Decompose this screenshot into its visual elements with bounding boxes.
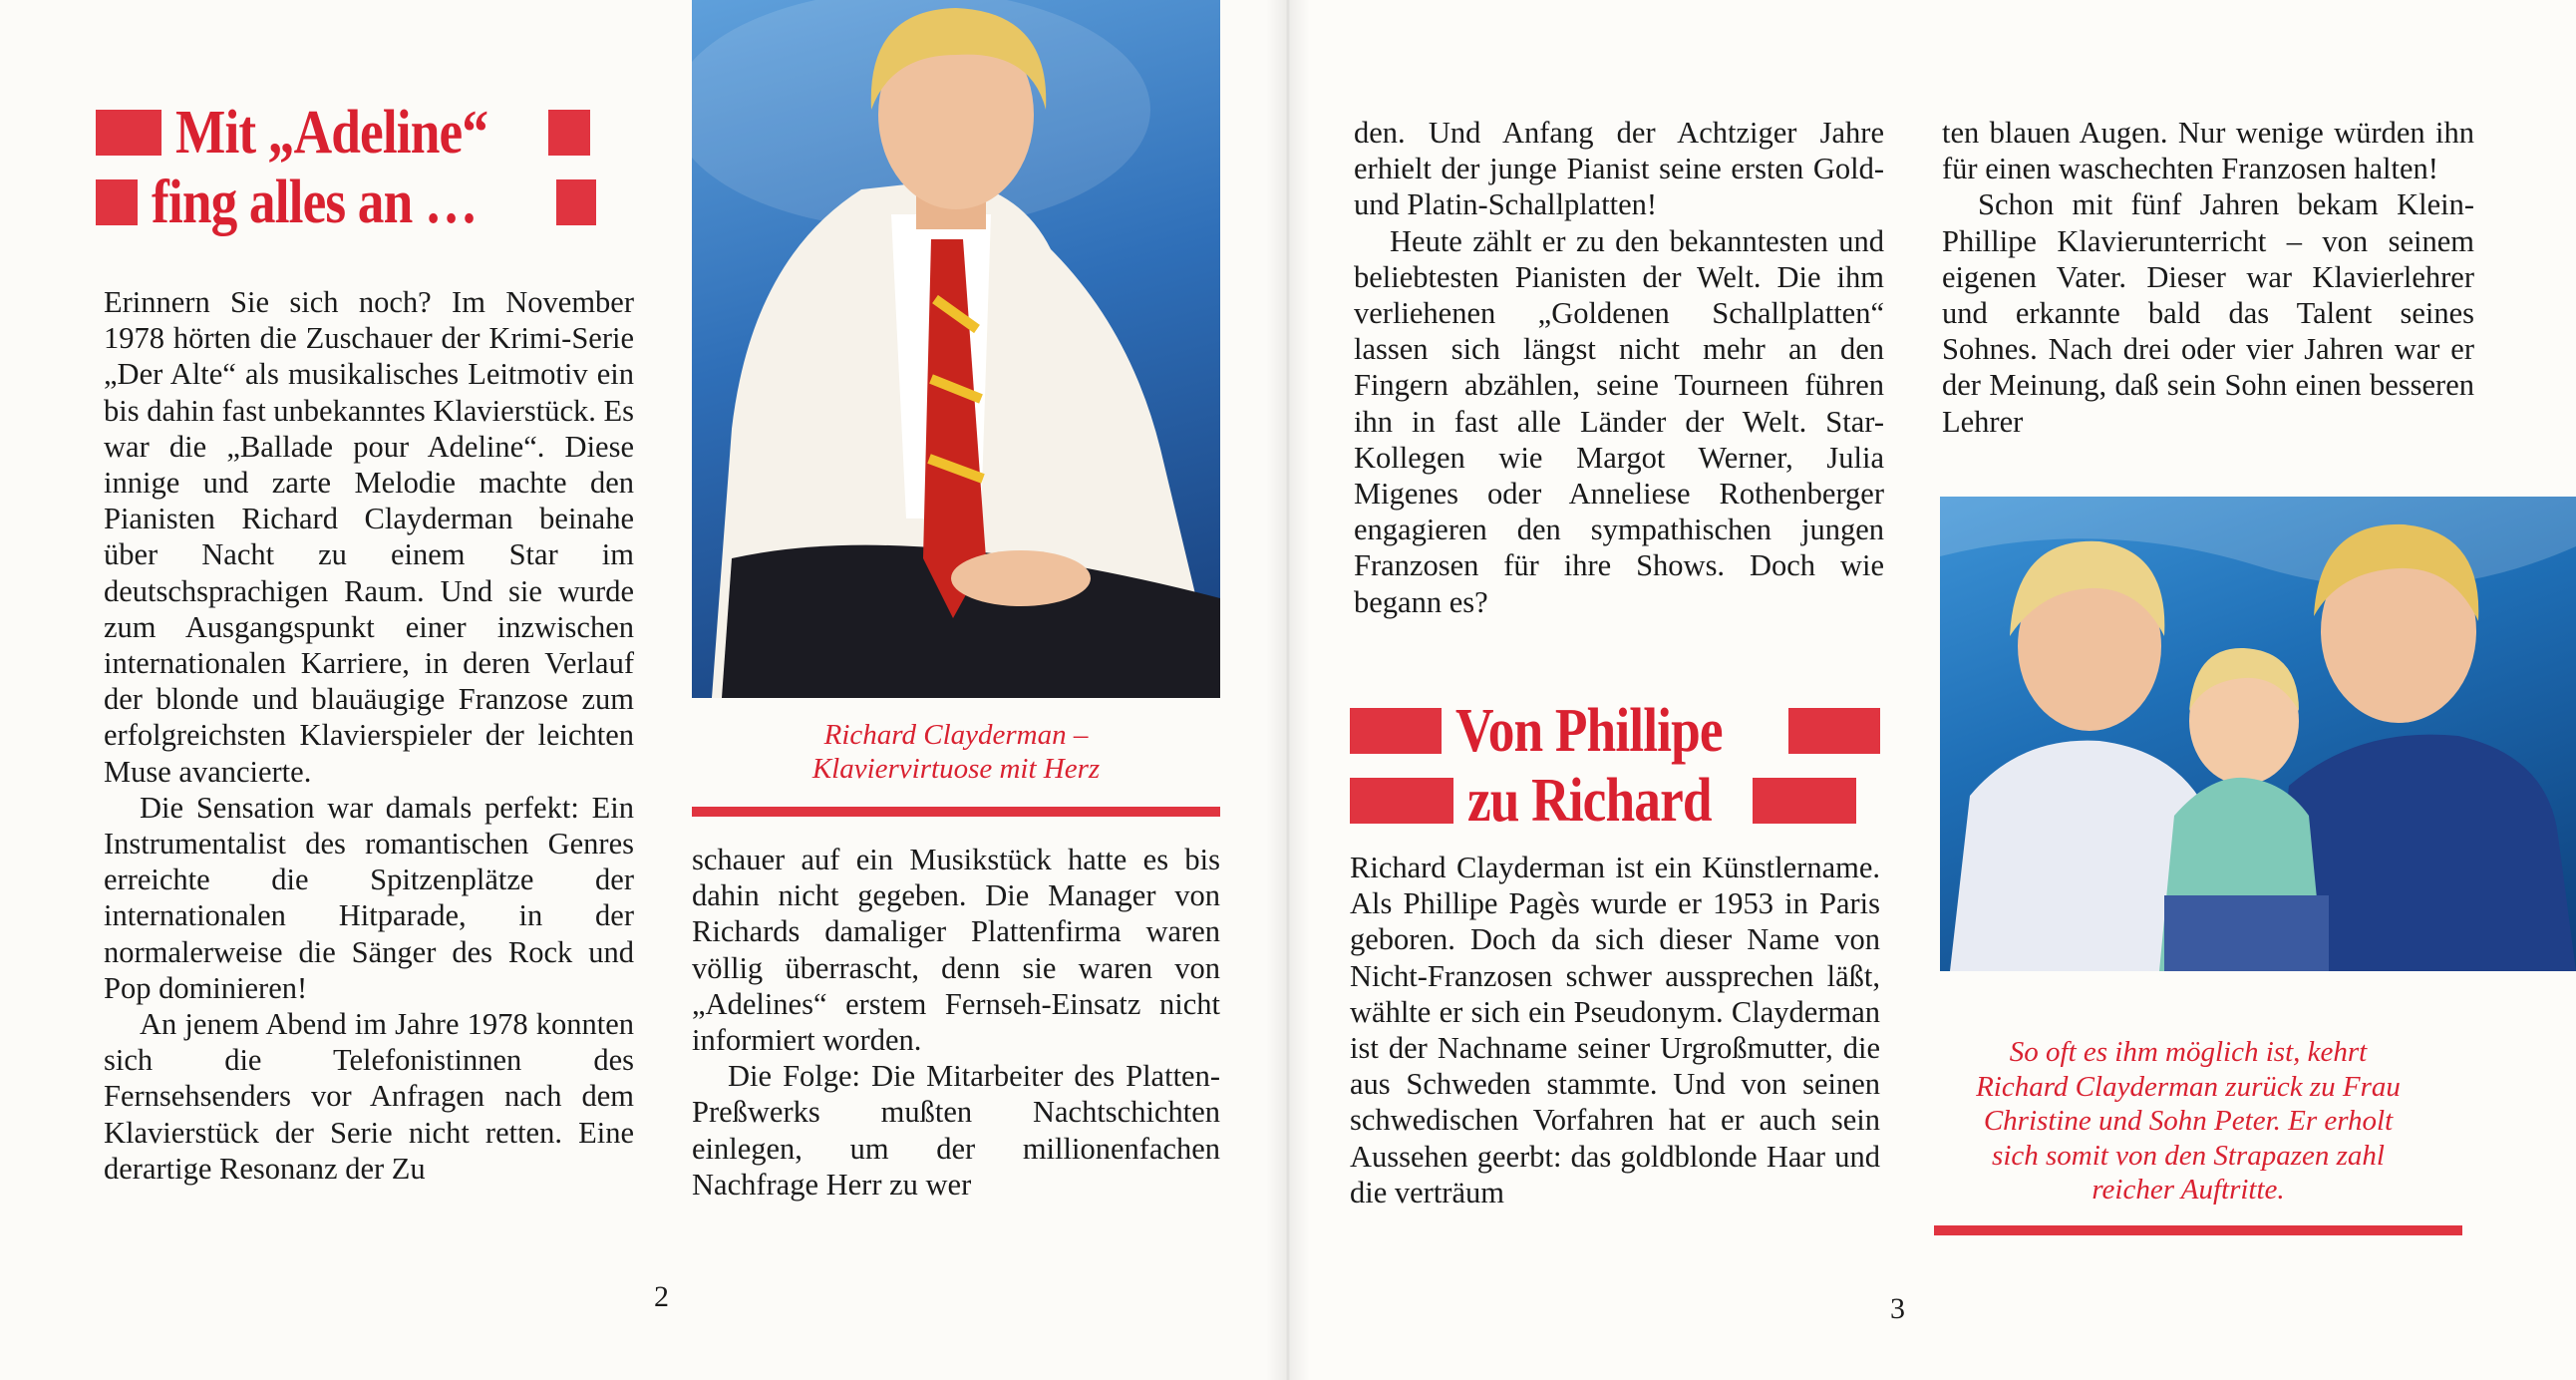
- caption-rule: [1934, 1225, 2462, 1235]
- text-column-1: [104, 284, 634, 1187]
- photo-caption-1: [692, 718, 1220, 786]
- paragraph: Erinnern Sie sich noch? Im November 1978 hörten die Zuschauer der Krimi-Serie „Der Alte“ als musikalisches Leitmotiv ein bis dahin fast unbekanntes Klavierstück. Es war die „Ballade pour Adeline“. Diese innige und zarte Melodie machte den Pianisten Richard Clayderman beinahe über Nacht zu einem Star im deutschsprachigen Raum. Und sie wurde zum Ausgangspunkt einer inzwischen internationalen Karriere, in deren Verlauf der blonde und blauäugige Franzose zum erfolgreichsten Klavierspieler der leichten Muse avancierte.: [104, 285, 634, 789]
- paragraph: An jenem Abend im Jahre 1978 konnten sich die Telefonistinnen des Fernsehsenders vor Anfragen nach dem Klavierstück der Serie nicht retten. Eine derartige Resonanz der Zu: [104, 1007, 634, 1186]
- headline-line-2: fing alles an …: [152, 168, 478, 236]
- caption-line: reicher Auftritte.: [2092, 1174, 2285, 1207]
- headline-phillipe: [1350, 696, 1880, 836]
- caption-line: So oft es ihm möglich ist, kehrt: [2009, 1036, 2368, 1068]
- paragraph: Die Folge: Die Mitarbeiter des Platten-Preßwerks mußten Nachtschichten einlegen, um der millionenfachen Nachfrage Herr zu wer: [692, 1059, 1220, 1202]
- caption-line: Richard Clayderman –: [823, 719, 1089, 751]
- caption-line: Christine und Sohn Peter. Er erholt: [1983, 1105, 2394, 1138]
- photo-caption-2: [1924, 1035, 2452, 1208]
- red-bar: [548, 110, 590, 156]
- red-bar: [1350, 778, 1453, 824]
- red-bar: [96, 110, 161, 156]
- paragraph: Schon mit fünf Jahren bekam Klein-Phillipe Klavierunterricht – von seinem eigenen Vater. Dieser war Klavierlehrer und erkannte bald das Talent seines Sohnes. Nach drei oder vier Jahren war er der Meinung, daß sein Sohn einen besseren Lehrer: [1942, 187, 2474, 439]
- text-column-2: [692, 842, 1220, 1203]
- caption-line: Klaviervirtuose mit Herz: [811, 753, 1101, 785]
- headline-line-1: Von Phillipe: [1455, 696, 1723, 765]
- paragraph: den. Und Anfang der Achtziger Jahre erhielt der junge Pianist seine ersten Gold- und Platin-Schallplatten!: [1354, 116, 1884, 222]
- headline-line-1: Mit „Adeline“: [175, 98, 488, 167]
- paragraph: Richard Clayderman ist ein Künstlername. Als Phillipe Pagès wurde er 1953 in Paris geboren. Doch da sich dieser Name von Nicht-Franzosen schwer aussprechen läßt, wählte er sich ein Pseudonym. Clayderman ist der Nachname seiner Urgroßmutter, die aus Schweden stammte. Und von seinen schwedischen Vorfahren hat er auch sein Aussehen geerbt: das goldblonde Haar und die verträum: [1350, 851, 1880, 1209]
- red-bar: [1753, 778, 1856, 824]
- page-number-left: 2: [654, 1280, 669, 1313]
- page-number-right: 3: [1890, 1292, 1905, 1325]
- family-photo-icon: [1940, 497, 2576, 971]
- paragraph: schauer auf ein Musikstück hatte es bis dahin nicht gegeben. Die Manager von Richards damaliger Plattenfirma waren völlig überrascht, denn sie waren von „Adelines“ erstem Fernseh-Einsatz nicht informiert worden.: [692, 843, 1220, 1058]
- red-bar: [1788, 708, 1880, 754]
- red-bar: [1350, 708, 1442, 754]
- caption-line: sich somit von den Strapazen zahl: [1992, 1139, 2385, 1172]
- headline-adeline: [96, 98, 596, 237]
- paragraph: Die Sensation war damals perfekt: Ein Instrumentalist des romantischen Genres erreichte die Spitzenplätze der internationalen Hitparade, in der normalerweise die Sänger des Rock und Pop dominieren!: [104, 790, 634, 1005]
- portrait-illustration: [692, 0, 1220, 698]
- paragraph: ten blauen Augen. Nur wenige würden ihn für einen waschechten Franzosen halten!: [1942, 116, 2474, 186]
- red-bar: [556, 179, 596, 225]
- red-bar: [96, 179, 138, 225]
- caption-rule: [692, 807, 1220, 817]
- caption-line: Richard Clayderman zurück zu Frau: [1976, 1070, 2401, 1103]
- paragraph: Heute zählt er zu den bekanntesten und beliebtesten Pianisten der Welt. Die ihm verliehenen „Goldenen Schallplatten“ lassen sich längst nicht mehr an den Fingern abzählen, seine Tourneen führen ihn in fast alle Länder der Welt. Star-Kollegen wie Margot Werner, Julia Migenes oder Anneliese Rothenberger engagieren den sympathischen jungen Franzosen für ihre Shows. Doch wie begann es?: [1354, 223, 1884, 619]
- headline-line-2: zu Richard: [1467, 766, 1712, 835]
- spine-fold: [1266, 0, 1310, 1380]
- text-column-3b: [1350, 850, 1880, 1210]
- text-column-4: [1942, 115, 2474, 440]
- portrait-photo-icon: [692, 0, 1220, 698]
- text-column-3: [1354, 115, 1884, 620]
- family-illustration: [1940, 497, 2576, 971]
